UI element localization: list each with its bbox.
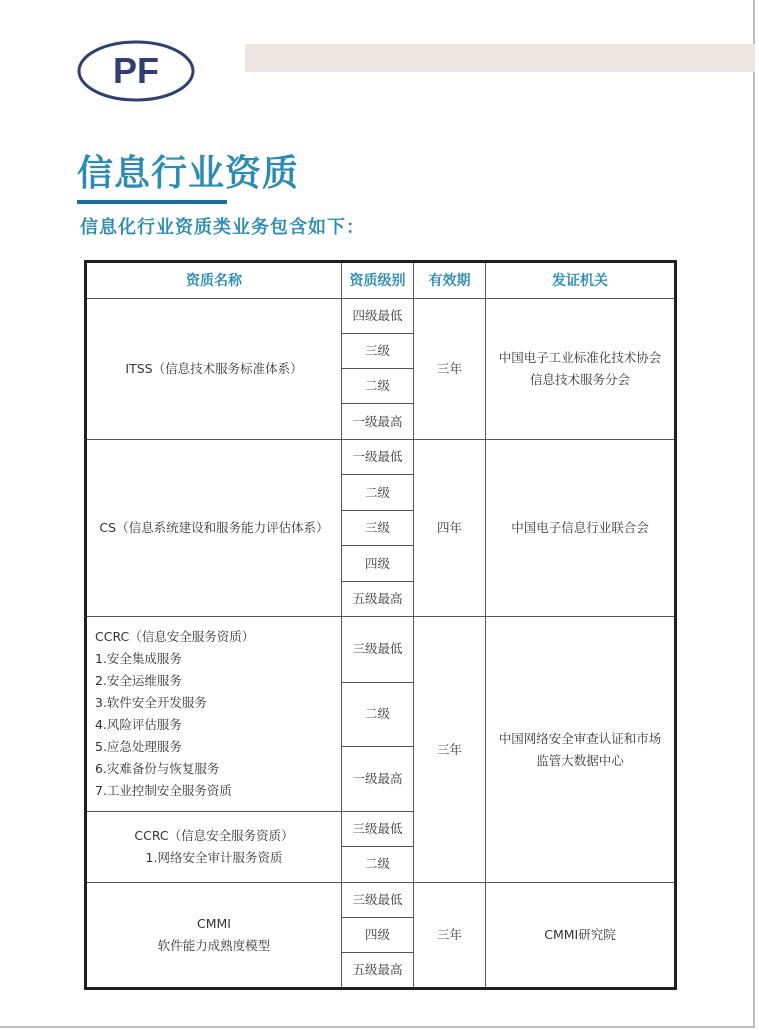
issuer-line: 信息技术服务分会 (529, 372, 630, 388)
header-validity: 有效期 (414, 262, 486, 299)
title-underline (77, 200, 227, 204)
issuer-line: CMMI研究院 (544, 926, 616, 942)
name-line: CMMI (197, 915, 231, 931)
level-cell: 三级最低 (342, 882, 414, 917)
level-cell: 一级最低 (342, 440, 414, 475)
table-row (86, 299, 676, 334)
level-cell: 二级 (342, 369, 414, 404)
issuer-cell (486, 882, 676, 988)
name-line: ITSS（信息技术服务标准体系） (125, 361, 303, 377)
validity-cell: 三年 (414, 299, 486, 440)
level-cell: 四级 (342, 917, 414, 952)
issuer-cell (486, 440, 676, 617)
level-cell: 三级最低 (342, 617, 414, 682)
issuer-line: 中国网络安全审查认证和市场 (498, 730, 662, 746)
header-issuer: 发证机关 (486, 262, 676, 299)
table-row (86, 440, 676, 475)
name-line: 3.软件安全开发服务 (95, 695, 207, 711)
name-line: 2.安全运维服务 (95, 673, 182, 689)
table-header-row (86, 262, 676, 299)
level-cell: 二级 (342, 846, 414, 882)
name-line: 软件能力成熟度模型 (157, 937, 271, 953)
level-cell: 五级最高 (342, 952, 414, 988)
validity-cell: 三年 (414, 617, 486, 882)
qualification-name-ccrc (86, 617, 342, 811)
header-qualification-level: 资质级别 (342, 262, 414, 299)
name-line: 7.工业控制安全服务资质 (95, 783, 232, 799)
header-band (245, 44, 755, 72)
issuer-cell (486, 299, 676, 440)
header-qualification-name: 资质名称 (86, 262, 342, 299)
name-line: CCRC（信息安全服务资质） (95, 629, 255, 645)
name-line: 1.安全集成服务 (95, 651, 182, 667)
level-cell: 三级 (342, 334, 414, 369)
issuer-line: 中国电子工业标准化技术协会 (498, 350, 662, 366)
table-row (86, 882, 676, 917)
issuer-line: 监管大数据中心 (536, 752, 624, 768)
name-line: 6.灾难备份与恢复服务 (95, 761, 220, 777)
level-cell: 三级 (342, 511, 414, 546)
issuer-cell (486, 617, 676, 882)
level-cell: 五级最高 (342, 582, 414, 617)
page-title: 信息行业资质 (77, 153, 300, 194)
qualification-table-wrapper (84, 260, 674, 990)
name-line: CCRC（信息安全服务资质） (134, 827, 294, 843)
level-cell: 二级 (342, 682, 414, 746)
pf-logo-mark (77, 40, 195, 102)
name-line: 4.风险评估服务 (95, 717, 182, 733)
logo-text: PF (112, 50, 160, 91)
validity-cell: 三年 (414, 882, 486, 988)
issuer-line: 中国电子信息行业联合会 (511, 520, 649, 536)
subtitle: 信息化行业资质类业务包含如下： (80, 217, 365, 238)
level-cell: 四级最低 (342, 299, 414, 334)
level-cell: 二级 (342, 475, 414, 511)
name-line: 1.网络安全审计服务资质 (145, 849, 283, 865)
validity-cell: 四年 (414, 440, 486, 617)
level-cell: 三级最低 (342, 811, 414, 846)
level-cell: 四级 (342, 546, 414, 582)
table-row (86, 617, 676, 682)
qualification-table (84, 260, 677, 990)
qualification-name-cs (86, 440, 342, 617)
level-cell: 一级最高 (342, 404, 414, 440)
qualification-name-ccrc-audit (86, 811, 342, 882)
qualification-name-cmmi (86, 882, 342, 988)
name-line: 5.应急处理服务 (95, 739, 182, 755)
name-line: CS（信息系统建设和服务能力评估体系） (99, 520, 329, 536)
pf-logo (77, 40, 195, 102)
qualification-name-itss (86, 299, 342, 440)
level-cell: 一级最高 (342, 746, 414, 811)
